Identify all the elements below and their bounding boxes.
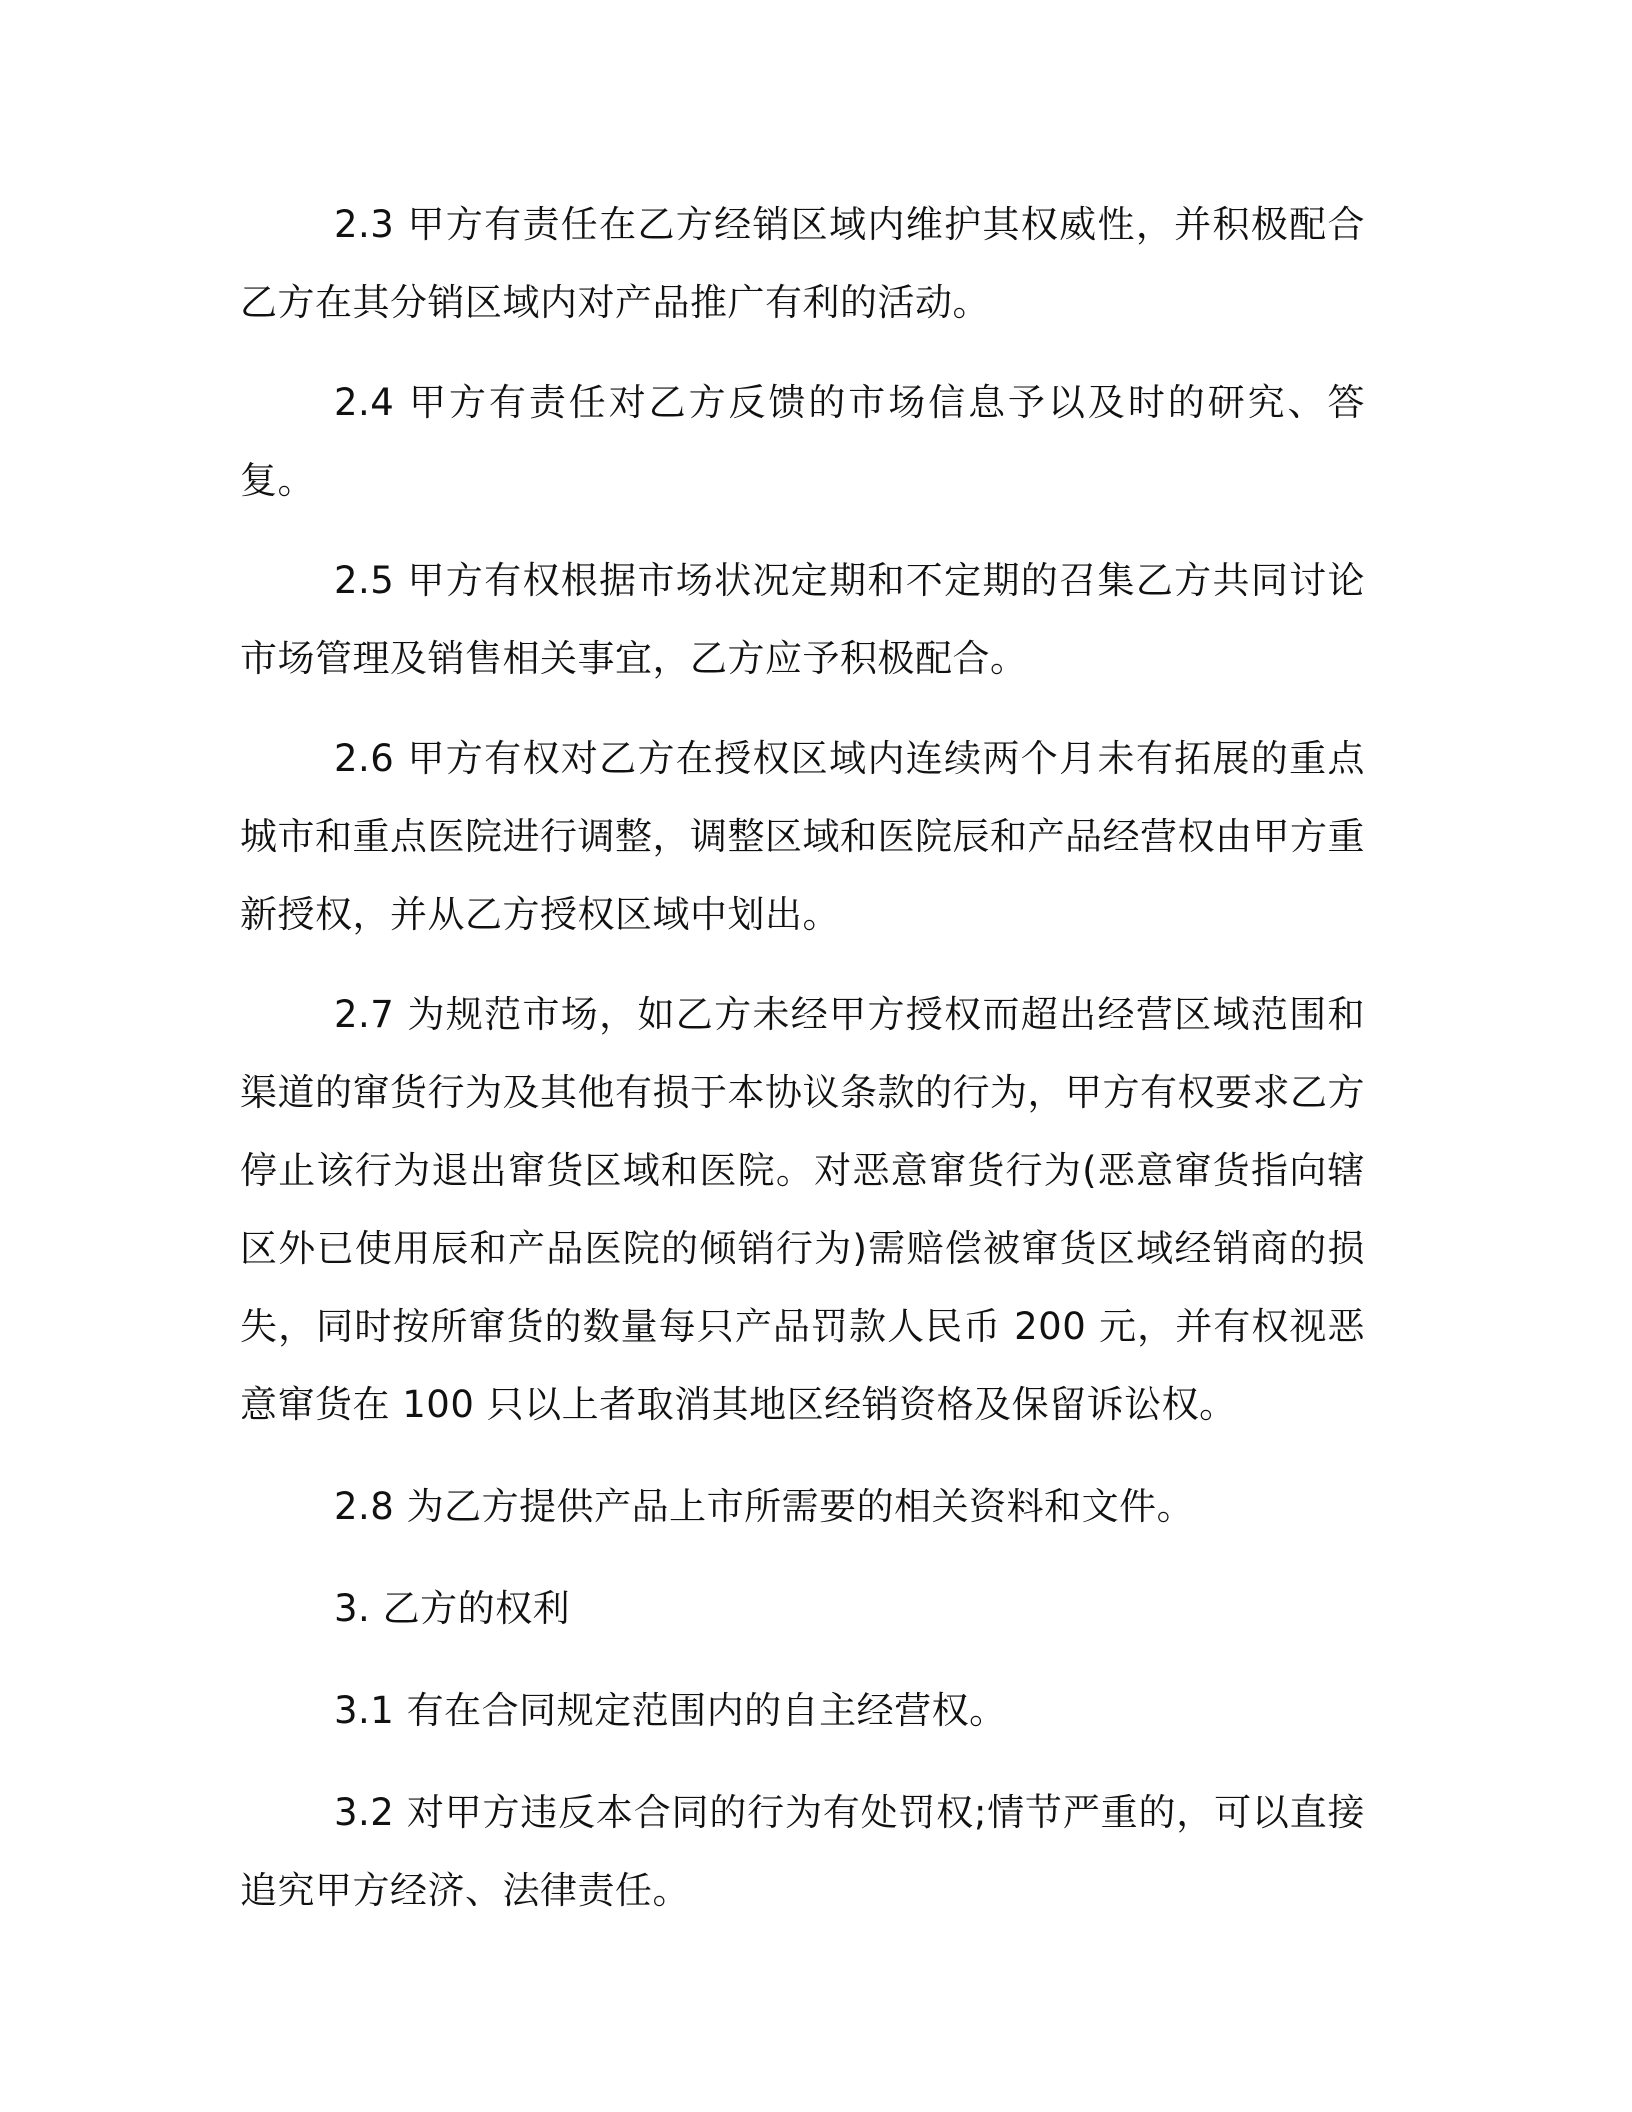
clause-2-6: 2.6 甲方有权对乙方在授权区域内连续两个月未有拓展的重点城市和重点医院进行调整，调整区域和医院辰和产品经营权由甲方重新授权，并从乙方授权区域中划出。 xyxy=(240,737,1365,936)
clause-2-4: 2.4 甲方有责任对乙方反馈的市场信息予以及时的研究、答复。 xyxy=(240,381,1365,502)
clause-2-3: 2.3 甲方有责任在乙方经销区域内维护其权威性，并积极配合乙方在其分销区域内对产品推广有利的活动。 xyxy=(240,203,1365,324)
document-body xyxy=(240,186,1365,1930)
clause-2-5: 2.5 甲方有权根据市场状况定期和不定期的召集乙方共同讨论市场管理及销售相关事宜，乙方应予积极配合。 xyxy=(240,559,1365,680)
clause-2-7: 2.7 为规范市场，如乙方未经甲方授权而超出经营区域范围和渠道的窜货行为及其他有损于本协议条款的行为，甲方有权要求乙方停止该行为退出窜货区域和医院。对恶意窜货行为(恶意窜货指向辖区外已使用辰和产品医院的倾销行为)需赔偿被窜货区域经销商的损失，同时按所窜货的数量每只产品罚款人民币 200 元，并有权视恶意窜货在 100 只以上者取消其地区经销资格及保留诉讼权。 xyxy=(240,993,1365,1426)
section-3-heading: 3. 乙方的权利 xyxy=(334,1587,571,1630)
clause-3-2: 3.2 对甲方违反本合同的行为有处罚权;情节严重的，可以直接追究甲方经济、法律责任。 xyxy=(240,1791,1365,1912)
clause-3-1: 3.1 有在合同规定范围内的自主经营权。 xyxy=(334,1689,1007,1732)
clause-2-8: 2.8 为乙方提供产品上市所需要的相关资料和文件。 xyxy=(334,1485,1195,1528)
